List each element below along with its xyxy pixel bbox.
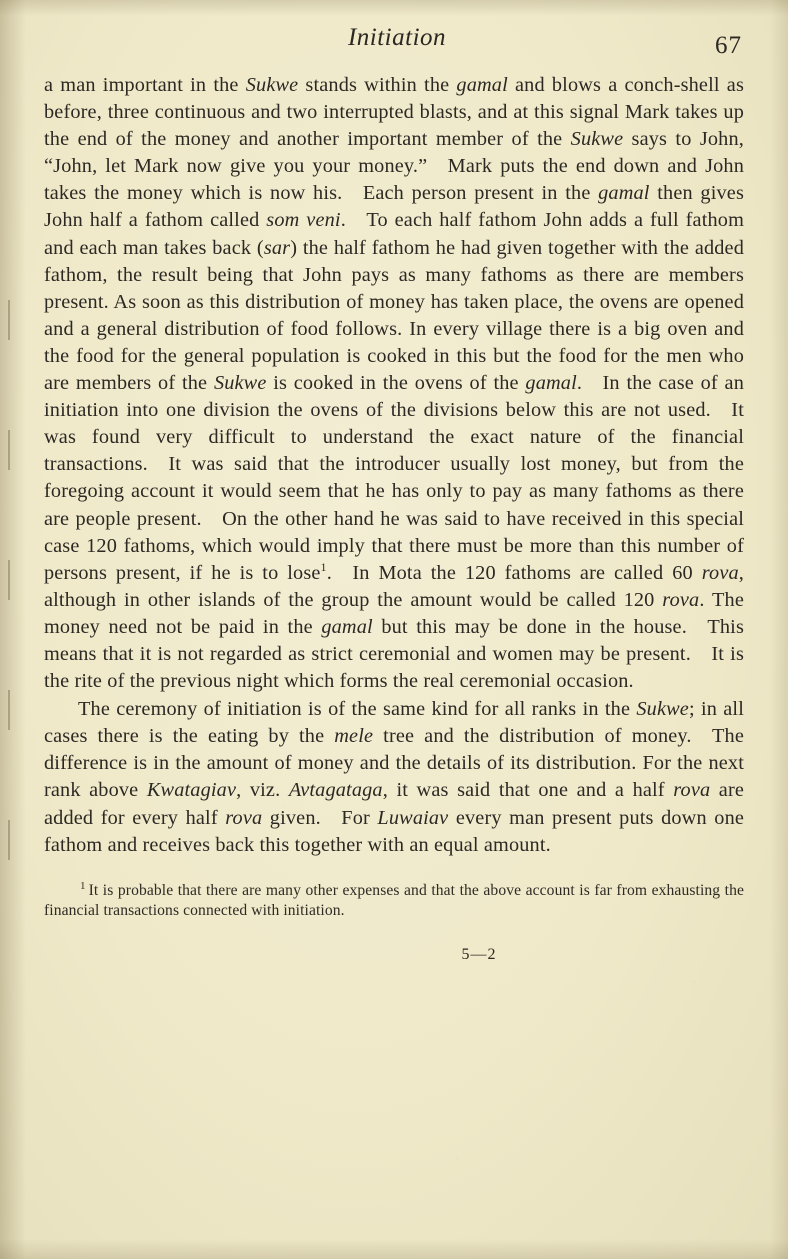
page-edge-shadow-top — [0, 0, 788, 16]
signature-mark: 5—2 — [461, 946, 497, 964]
page-edge-shadow-left — [0, 0, 26, 1259]
body-text — [44, 72, 744, 859]
footnote-text: It is probable that there are many other expenses and that the above account is far from exhausting the financial transactions connected with initiation. — [44, 881, 744, 919]
binding-marks — [8, 300, 11, 1000]
page-content — [44, 24, 744, 964]
page-edge-shadow-bottom — [0, 1239, 788, 1259]
running-head — [44, 24, 744, 64]
paragraph-1: a man important in the Sukwe stands within the gamal and blows a conch-shell as before, three continuous and two interrupted blasts, and at this signal Mark takes up the end of the money and another important member of the Sukwe says to John, “John, let Mark now give you your money.” Mark puts the end down and John takes the money which is now his. Each person present in the gamal then gives John half a fathom called som veni. To each half fathom John adds a full fathom and each man takes back (sar) the half fathom he had given together with the added fathom, the result being that John pays as many fathoms as there are members present. As soon as this distribution of money has taken place, the ovens are opened and a general distribution of food follows. In every village there is a big oven and the food for the general population is cooked in this but the food for the men who are members of the Sukwe is cooked in the ovens of the gamal. In the case of an initiation into one division the ovens of the divisions below this are not used. It was found very difficult to understand the exact nature of the financial transactions. It was said that the introducer usually lost money, but from the foregoing account it would seem that he has only to pay as many fathoms as there are people present. On the other hand he was said to have received in this special case 120 fathoms, which would imply that there must be more than this number of persons present, if he is to lose$^1$. In Mota the 120 fathoms are called 60 rova, although in other islands of the group the amount would be called 120 rova. The money need not be paid in the gamal but this may be done in the house. This means that it is not regarded as strict ceremonial and women may be present. It is the rite of the previous night which forms the real ceremonial occasion. — [44, 74, 744, 693]
page-title: Initiation — [347, 24, 447, 51]
footnote — [44, 881, 744, 921]
paragraph-2: The ceremony of initiation is of the same kind for all ranks in the Sukwe; in all cases there is the eating by the mele tree and the distribution of money. The difference is in the amount of money and the details of its distribution. For the next rank above Kwatagiav, viz. Avtagataga, it was said that one and a half rova are added for every half rova given. For Luwaiav every man present puts down one fathom and receives back this together with an equal amount. — [44, 698, 745, 856]
page-number: 67 — [715, 32, 742, 59]
footnote-marker: 1 — [80, 879, 86, 892]
page-edge-shadow-right — [770, 0, 788, 1259]
